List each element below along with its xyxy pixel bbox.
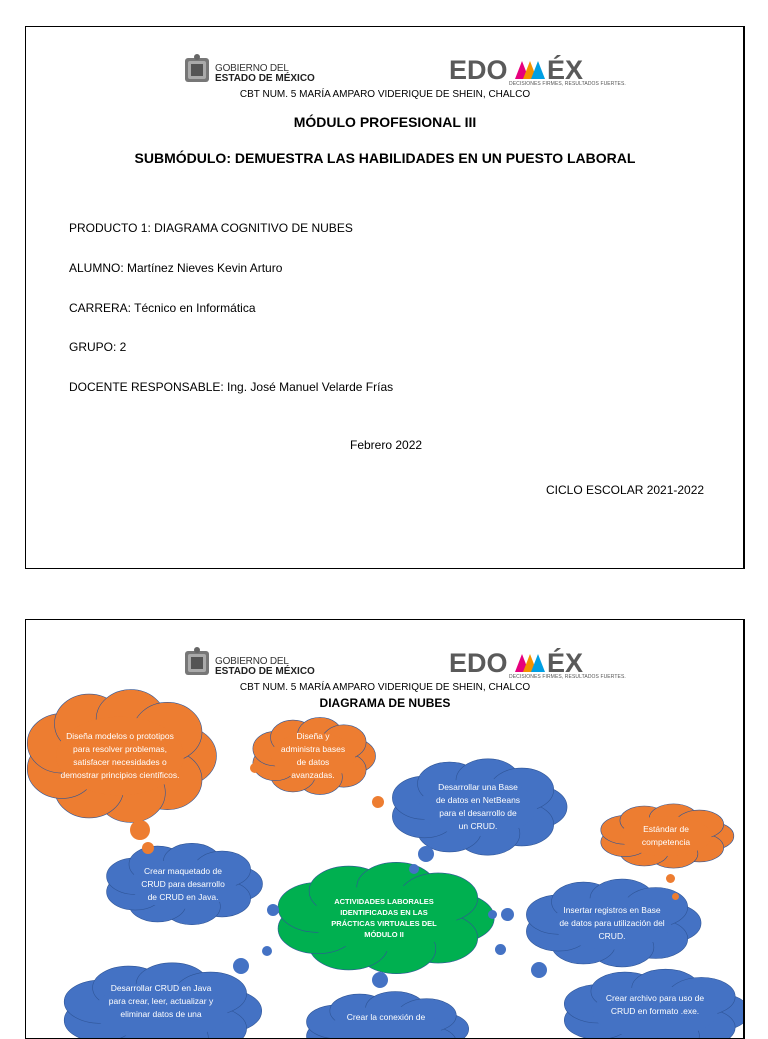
gobierno-estado-mexico-logo [182,647,322,679]
svg-text:EDO: EDO [449,55,508,85]
cloud-text: Crear maquetado de CRUD para desarrollo de CRUD en Java. [141,865,225,902]
connector-dot [531,962,547,978]
cloud-databases [254,720,372,792]
cloud-develop-crud [66,966,256,1039]
connector-dot [267,904,279,916]
cloud-design-models [29,694,211,818]
connector-dot [666,874,675,883]
cloud-text: Crear archivo para uso de CRUD en formato .exe. [605,993,705,1016]
cloud-text: Diseña y administra bases de datos avanzadas. [280,731,346,780]
submodule-title: SUBMÓDULO: DEMUESTRA LAS HABILIDADES EN UN PUESTO LABORAL [134,150,636,166]
connector-dot [262,946,272,956]
diagram-title: DIAGRAMA DE NUBES [319,696,451,710]
edomex-tagline: DECISIONES FIRMES, RESULTADOS FUERTES. [509,81,626,87]
connector-dot [495,944,506,955]
connector-dot [418,846,434,862]
gov-logo-line1: GOBIERNO DEL [215,656,289,667]
teacher-line: DOCENTE RESPONSABLE: Ing. José Manuel Velarde Frías [69,380,394,394]
product-line: PRODUCTO 1: DIAGRAMA COGNITIVO DE NUBES [69,221,353,235]
cloud-netbeans-database [394,762,562,852]
edomex-logo [449,55,626,89]
connector-dot [372,972,388,988]
edomex-tagline: DECISIONES FIRMES, RESULTADOS FUERTES. [509,674,626,680]
gov-logo-line2: ESTADO DE MÉXICO [215,73,315,84]
gov-logo-line2: ESTADO DE MÉXICO [215,666,315,677]
cover-page [25,26,745,569]
cloud-text: Insertar registros en Base de datos para utilización del CRUD. [559,904,665,941]
cloud-text: Desarrollar una Base de datos en NetBeans para el desarrollo de un CRUD. [435,782,521,831]
cloud-exe-file [566,972,744,1039]
connector-dot [672,893,679,900]
cloud-main-activities [280,866,488,970]
svg-text:EDO: EDO [449,648,508,678]
cloud-text: Estándar de competencia [641,824,691,847]
school-name: CBT NUM. 5 MARÍA AMPARO VIDERIQUE DE SHEIN, CHALCO [239,89,531,100]
connector-dot [409,864,419,874]
career-line: CARRERA: Técnico en Informática [69,301,256,315]
cycle-line: CICLO ESCOLAR 2021-2022 [546,483,705,497]
group-line: GRUPO: 2 [69,340,127,354]
coat-of-arms-icon [182,647,212,677]
svg-text:ÉX: ÉX [547,55,584,85]
school-name: CBT NUM. 5 MARÍA AMPARO VIDERIQUE DE SHEIN, CHALCO [239,682,531,693]
gov-logo-line1: GOBIERNO DEL [215,63,289,74]
student-line: ALUMNO: Martínez Nieves Kevin Arturo [69,261,283,275]
edomex-logo [449,648,626,682]
connector-dot [130,820,150,840]
connector-dot [501,908,514,921]
cloud-crud-layout [108,846,258,922]
gobierno-estado-mexico-logo [182,54,322,86]
cloud-competence-standard [602,806,730,866]
cloud-text: ACTIVIDADES LABORALES IDENTIFICADAS EN LAS PRÁCTICAS VIRTUALES DEL MÓDULO II [331,897,437,939]
svg-text:ÉX: ÉX [547,648,584,678]
diagram-page [25,619,745,1039]
cloud-text: Crear la conexión de [346,1011,426,1022]
module-title: MÓDULO PROFESIONAL III [293,114,477,130]
cloud-text: Diseña modelos o prototipos para resolver problemas, satisfacer necesidades o demostrar principios científicos. [60,731,180,780]
connector-dot [372,796,384,808]
connector-dot [250,763,260,773]
cloud-text: Desarrollar CRUD en Java para crear, leer, actualizar y eliminar datos de una [108,982,214,1019]
cloud-insert-records [528,882,696,964]
date-line: Febrero 2022 [350,438,423,452]
connector-dot [233,958,249,974]
connector-dot [142,842,154,854]
cloud-connection [308,994,464,1039]
connector-dot [488,910,497,919]
coat-of-arms-icon [182,54,212,84]
